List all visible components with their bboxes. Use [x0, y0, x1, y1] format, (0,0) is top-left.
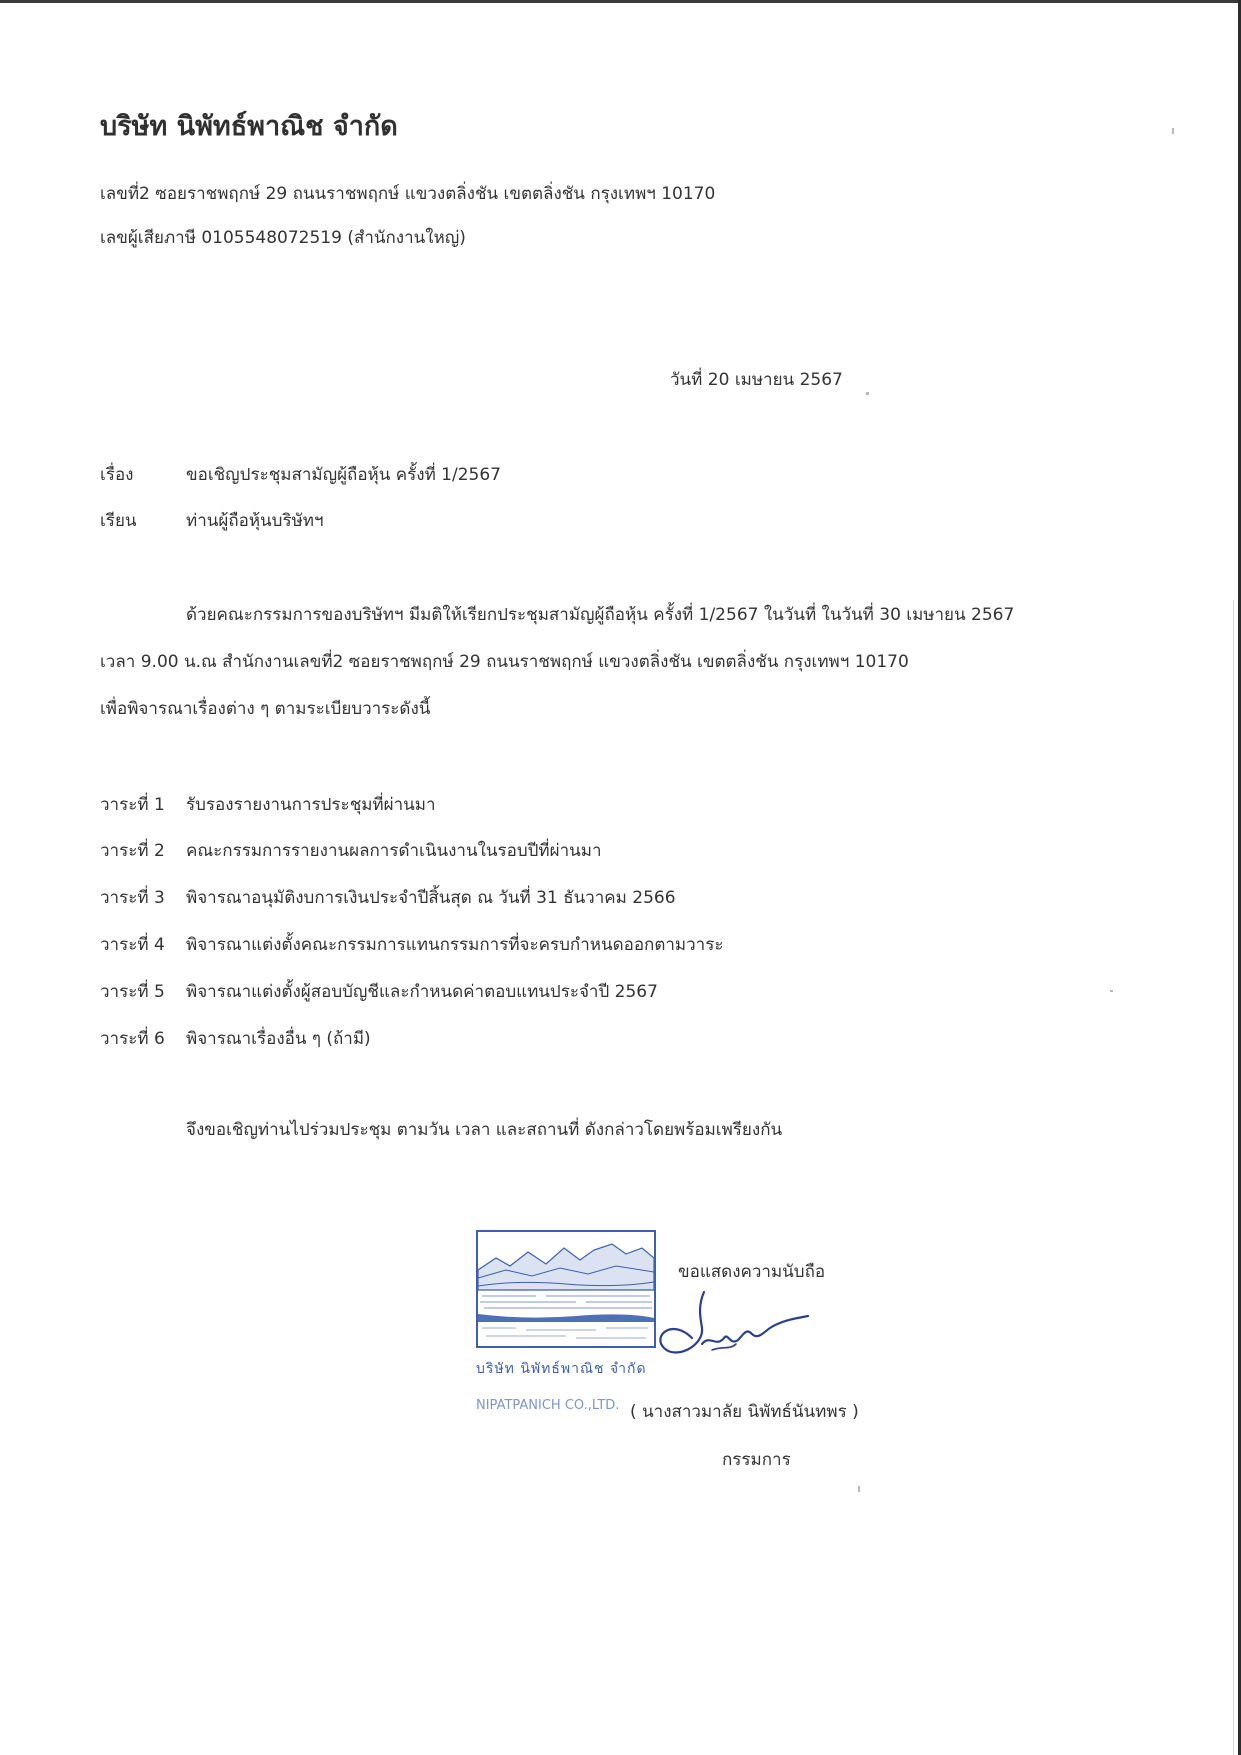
subject-text: ขอเชิญประชุมสามัญผู้ถือหุ้น ครั้งที่ 1/2567: [186, 465, 501, 485]
company-name: บริษัท นิพัทธ์พาณิช จำกัด: [100, 111, 398, 142]
recipient-label: เรียน: [100, 511, 137, 531]
stamp-thai-name: บริษัท นิพัทธ์พาณิช จำกัด: [476, 1361, 647, 1377]
scan-speck: [858, 1486, 860, 1492]
agenda-label-3: วาระที่ 3: [100, 888, 165, 908]
company-tax-id: เลขผู้เสียภาษี 0105548072519 (สำนักงานใหญ่): [100, 228, 466, 248]
recipient-text: ท่านผู้ถือหุ้นบริษัทฯ: [186, 511, 324, 531]
scan-edge-top: [0, 0, 1241, 3]
signer-name: ( นางสาวมาลัย นิพัทธ์นันทพร ): [630, 1402, 859, 1422]
scan-speck: [1172, 128, 1174, 134]
agenda-text-3: พิจารณาอนุมัติงบการเงินประจำปีสิ้นสุด ณ วันที่ 31 ธันวาคม 2566: [186, 888, 676, 908]
agenda-label-2: วาระที่ 2: [100, 841, 165, 861]
agenda-text-4: พิจารณาแต่งตั้งคณะกรรมการแทนกรรมการที่จะครบกำหนดออกตามวาระ: [186, 935, 724, 955]
scan-speck: [866, 392, 869, 395]
agenda-label-4: วาระที่ 4: [100, 935, 165, 955]
agenda-text-6: พิจารณาเรื่องอื่น ๆ (ถ้ามี): [186, 1029, 371, 1049]
agenda-text-5: พิจารณาแต่งตั้งผู้สอบบัญชีและกำหนดค่าตอบแทนประจำปี 2567: [186, 982, 658, 1002]
closing-text: จึงขอเชิญท่านไปร่วมประชุม ตามวัน เวลา และสถานที่ ดังกล่าวโดยพร้อมเพรียงกัน: [186, 1120, 783, 1140]
body-line-3: เพื่อพิจารณาเรื่องต่าง ๆ ตามระเบียบวาระดังนี้: [100, 699, 431, 719]
stamp-english-name: NIPATPANICH CO.,LTD.: [476, 1398, 620, 1413]
sign-off-respect: ขอแสดงความนับถือ: [678, 1262, 826, 1282]
agenda-label-6: วาระที่ 6: [100, 1029, 165, 1049]
agenda-text-2: คณะกรรมการรายงานผลการดำเนินงานในรอบปีที่ผ่านมา: [186, 841, 602, 861]
body-line-2: เวลา 9.00 น.ณ สำนักงานเลขที่2 ซอยราชพฤกษ์ 29 ถนนราชพฤกษ์ แขวงตลิ่งชัน เขตตลิ่งชัน กรุงเทพฯ 10170: [100, 652, 909, 672]
company-stamp-icon: [476, 1230, 656, 1348]
agenda-text-1: รับรองรายงานการประชุมที่ผ่านมา: [186, 795, 436, 815]
signer-position: กรรมการ: [722, 1450, 791, 1470]
scan-shadow-right: [1233, 600, 1234, 1755]
scan-speck: [1110, 990, 1113, 992]
letter-date: วันที่ 20 เมษายน 2567: [670, 370, 843, 390]
agenda-label-1: วาระที่ 1: [100, 795, 165, 815]
signature-icon: [652, 1288, 812, 1366]
agenda-label-5: วาระที่ 5: [100, 982, 165, 1002]
subject-label: เรื่อง: [100, 465, 134, 485]
body-line-1: ด้วยคณะกรรมการของบริษัทฯ มีมติให้เรียกประชุมสามัญผู้ถือหุ้น ครั้งที่ 1/2567 ในวันที่ ในวันที่ 30 เมษายน 2567: [186, 605, 1015, 625]
company-address: เลขที่2 ซอยราชพฤกษ์ 29 ถนนราชพฤกษ์ แขวงตลิ่งชัน เขตตลิ่งชัน กรุงเทพฯ 10170: [100, 184, 716, 204]
